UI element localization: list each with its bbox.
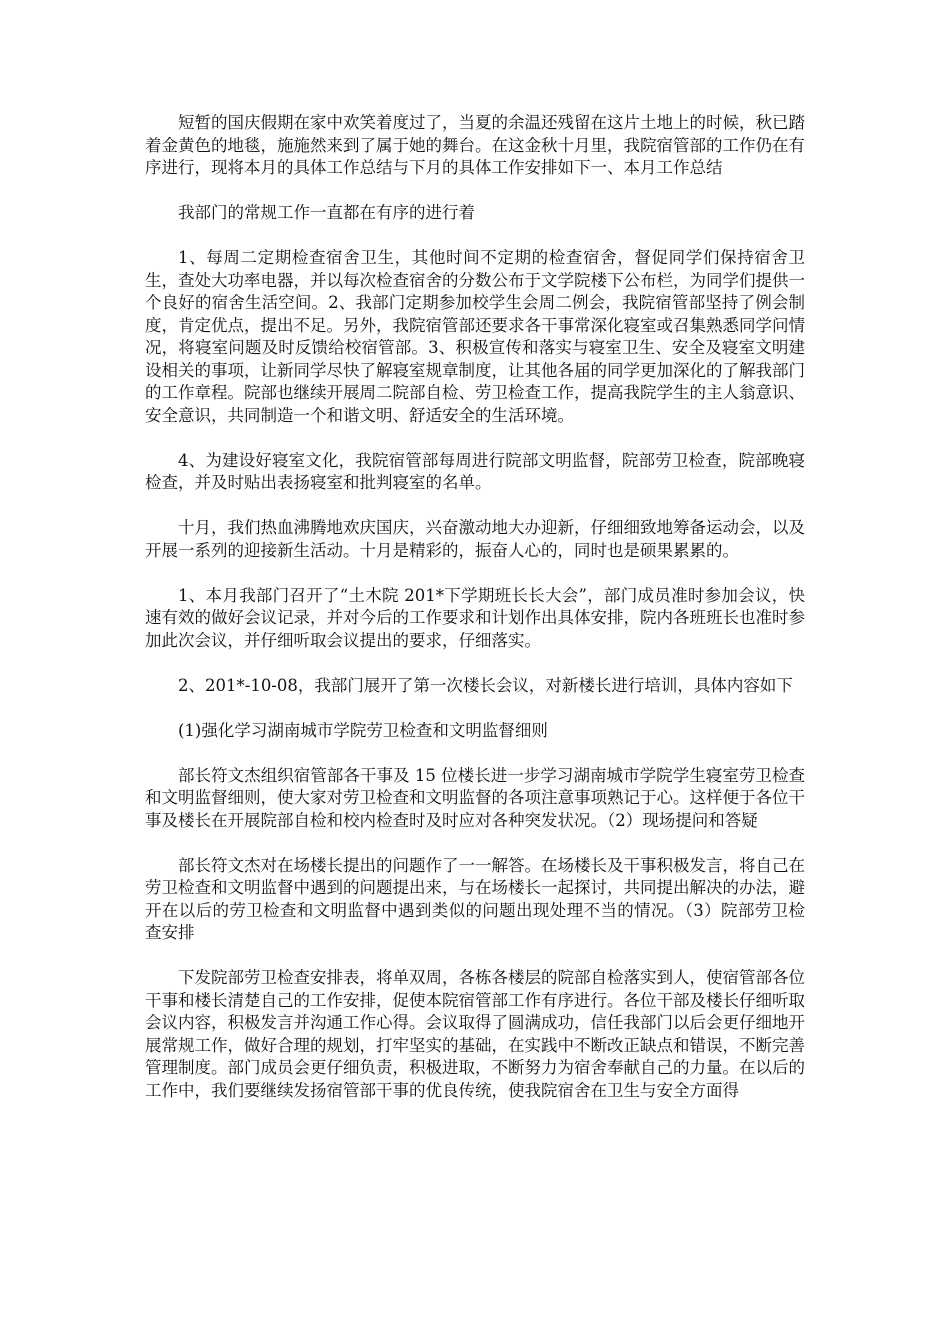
- paragraph-item-4: 4、为建设好寝室文化，我院宿管部每周进行院部文明监督，院部劳卫检查，院部晚寝检查，并及时贴出表扬寝室和批判寝室的名单。: [145, 450, 805, 492]
- paragraph-building-leader-meeting: 2、201*-10-08，我部门展开了第一次楼长会议，对新楼长进行培训，具体内容如下: [178, 675, 793, 695]
- paragraph-class-leader-meeting: 1、本月我部门召开了“土木院 201*下学期班长长大会”，部门成员准时参加会议，快速有效的做好会议记录，并对今后的工作要求和计划作出具体安排，院内各班班长也准时参加此次会议，并仔细听取会议提出的要求，仔细落实。: [145, 585, 805, 650]
- paragraph-subsection-1: (1)强化学习湖南城市学院劳卫检查和文明监督细则: [178, 720, 548, 740]
- paragraph-qa: 部长符文杰对在场楼长提出的问题作了一一解答。在场楼长及干事积极发言，将自己在劳卫检查和文明监督中遇到的问题提出来，与在场楼长一起探讨，共同提出解决的办法，避开在以后的劳卫检查和文明监督中遇到类似的问题出现处理不当的情况。（3）院部劳卫检查安排: [145, 855, 805, 942]
- paragraph-intro: 短暂的国庆假期在家中欢笑着度过了，当夏的余温还残留在这片土地上的时候，秋已踏着金黄色的地毯，施施然来到了属于她的舞台。在这金秋十月里，我院宿管部的工作仍在有序进行，现将本月的具体工作总结与下月的具体工作安排如下一、本月工作总结: [145, 113, 805, 177]
- paragraph-training: 部长符文杰组织宿管部各干事及 15 位楼长进一步学习湖南城市学院学生寝室劳卫检查和文明监督细则，使大家对劳卫检查和文明监督的各项注意事项熟记于心。这样便于各位干事及楼长在开展院部自检和校内检查时及时应对各种突发状况。（2）现场提问和答疑: [145, 765, 805, 830]
- paragraph-inspection-schedule: 下发院部劳卫检查安排表，将单双周，各栋各楼层的院部自检落实到人，使宿管部各位干事和楼长清楚自己的工作安排，促使本院宿管部工作有序进行。各位干部及楼长仔细听取会议内容，积极发言并沟通工作心得。会议取得了圆满成功，信任我部门以后会更仔细地开展常规工作，做好合理的规划，打牢坚实的基础，在实践中不断改正缺点和错误，不断完善管理制度。部门成员会更仔细负责，积极进取，不断努力为宿舍奉献自己的力量。在以后的工作中，我们要继续发扬宿管部干事的优良传统，使我院宿舍在卫生与安全方面得: [145, 968, 805, 1100]
- paragraph-items-1-3: 1、每周二定期检查宿舍卫生，其他时间不定期的检查宿舍，督促同学们保持宿舍卫生，查处大功率电器，并以每次检查宿舍的分数公布于文学院楼下公布栏，为同学们提供一个良好的宿舍生活空间。2、我部门定期参加校学生会周二例会，我院宿管部坚持了例会制度，肯定优点，提出不足。另外，我院宿管部还要求各干事常深化寝室或召集熟悉同学问情况，将寝室问题及时反馈给校宿管部。3、积极宣传和落实与寝室卫生、安全及寝室文明建设相关的事项，让新同学尽快了解寝室规章制度，让其他各届的同学更加深化的了解我部门的工作章程。院部也继续开展周二院部自检、劳卫检查工作，提高我院学生的主人翁意识、安全意识，共同制造一个和谐文明、舒适安全的生活环境。: [145, 248, 805, 425]
- paragraph-october: 十月，我们热血沸腾地欢庆国庆，兴奋激动地大办迎新，仔细细致地筹备运动会，以及开展一系列的迎接新生活动。十月是精彩的，振奋人心的，同时也是硕果累累的。: [145, 518, 805, 560]
- document-body: [145, 112, 805, 1125]
- paragraph-routine-work: 我部门的常规工作一直都在有序的进行着: [178, 203, 475, 222]
